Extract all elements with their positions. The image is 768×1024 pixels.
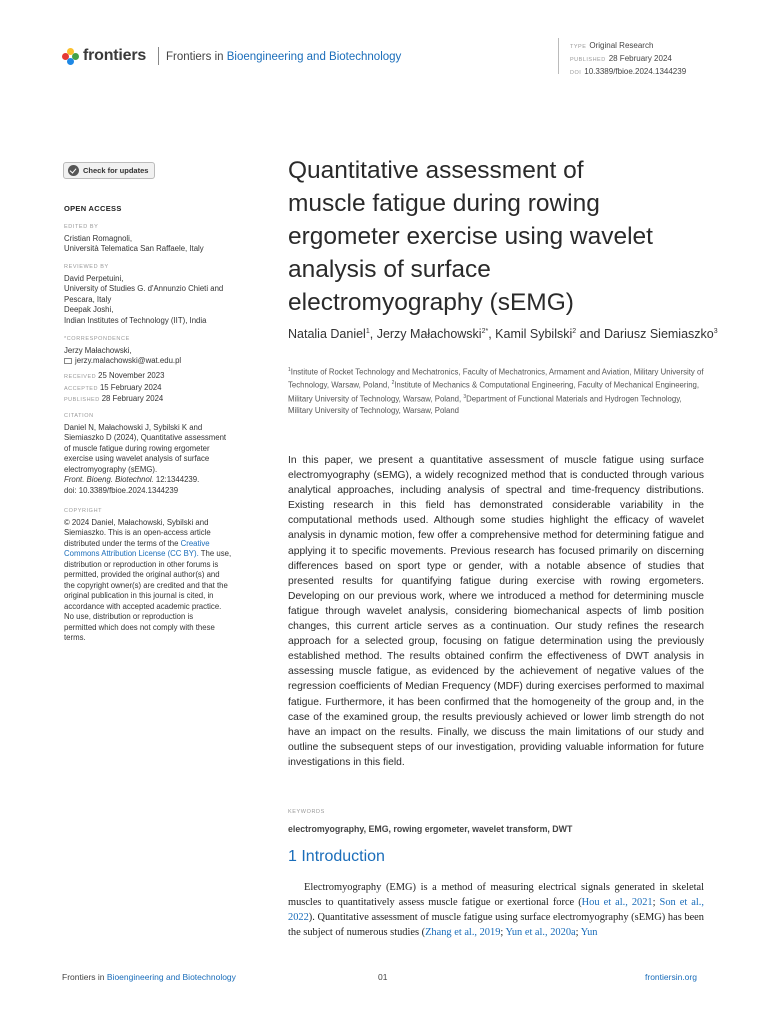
keywords-label: KEYWORDS <box>288 809 325 815</box>
reviewer-line: University of Studies G. d'Annunzio Chieti and <box>64 284 224 293</box>
doi-label: DOI <box>570 70 582 76</box>
published-value: 28 February 2024 <box>608 54 672 63</box>
author-separator: , <box>488 327 496 342</box>
keywords: electromyography, EMG, rowing ergometer, wavelet transform, DWT <box>288 824 573 834</box>
citation <box>64 411 264 496</box>
author-name[interactable]: Natalia Daniel <box>288 327 366 342</box>
open-access-label: OPEN ACCESS <box>64 204 122 213</box>
copyright-line: terms. <box>64 633 86 642</box>
doi-value[interactable]: 10.3389/fbioe.2024.1344239 <box>584 67 687 76</box>
author-separator: and <box>576 327 604 342</box>
check-updates-label: Check for updates <box>83 166 149 175</box>
editor-line: Università Telematica San Raffaele, Italy <box>64 244 204 253</box>
copyright-line: the copyright owner(s) are credited and that the <box>64 580 228 590</box>
article-title <box>288 154 728 319</box>
sidebar-published-value: 28 February 2024 <box>101 394 164 403</box>
citation-link[interactable]: Zhang et al., 2019 <box>425 927 501 938</box>
reviewed-by-label: REVIEWED BY <box>64 264 109 270</box>
accepted-label: ACCEPTED <box>64 385 98 392</box>
title-line: Quantitative assessment of <box>288 157 584 184</box>
affiliation-number: 3 <box>463 393 467 400</box>
citation-line: Daniel N, Małachowski J, Sybilski K and <box>64 422 203 432</box>
frontiers-logo[interactable] <box>62 47 146 65</box>
reviewer-line: David Perpetuini, <box>64 273 124 283</box>
footer-journal-name: Bioengineering and Biotechnology <box>106 972 236 982</box>
abstract: In this paper, we present a quantitative assessment of muscle fatigue using surface electromyography (sEMG), a widely recognized method that is conducted through various analytical approaches, including analysis of spectral and time-frequency distributions. Existing research in this field has demonstrated considerable variability in the computational methods used. Although some studies highlight the efficacy of wavelet analysis in dynamic motion, few offer a comprehensive method for determining fatigue and applying it to specific movements. Previous research has focused primarily on discerning differences based on sport type or gender, with a notable absence of studies that presented results for quantifying fatigue during exercise with rowing ergometers. Developing on our previous work, where we introduced a method for determining muscle fatigue through wavelet analysis, considering biomechanical aspects of limb position changes, this current article serves as a continuation. Our study refines the research approach for a selected group, focusing on fatigue determination using the previously established method. The results obtained confirm the effectiveness of DWT analysis in assessing muscle fatigue, as evidenced by the achievement of negative values of the regression coefficients of Median Frequency (MDF) during exercises performed to maximal fatigue. Furthermore, it has been confirmed that the homogeneity of the group and, in the case of the examined group, the results previously achieved or lower limb strength do not have an impact on the results. Finally, we discuss the main limitations of our study and outline the subsequent steps of our investigation, providing valuable information for future investigations in this field. <box>288 455 704 768</box>
author-affiliation-mark: 2* <box>481 328 489 335</box>
logo-text: frontiers <box>83 47 147 64</box>
author-name[interactable]: Kamil Sybilski <box>495 327 573 342</box>
author-affiliation-mark: 2 <box>572 328 577 335</box>
affiliation-number: 1 <box>288 367 291 373</box>
copyright-line: permitted which does not comply with these <box>64 622 215 632</box>
page-number: 01 <box>378 972 388 982</box>
copyright-line: permitted, provided the original author(s) and <box>64 570 220 579</box>
correspondence-label: *CORRESPONDENCE <box>64 336 130 342</box>
author-affiliation-mark: 3 <box>713 328 718 335</box>
citation-journal: Front. Bioeng. Biotechnol. <box>64 475 154 484</box>
copyright-line: distribution or reproduction in other forums is <box>64 559 219 569</box>
affiliation-text: Department of Functional Materials and Hydrogen Technology, Military University of Technology, Warsaw, Poland <box>288 394 682 416</box>
copyright-label: COPYRIGHT <box>64 508 103 514</box>
title-line: analysis of surface <box>288 256 491 283</box>
copyright-line: The use, <box>198 549 232 558</box>
title-line: ergometer exercise using wavelet <box>288 223 653 250</box>
section-heading: 1 Introduction <box>288 848 385 865</box>
footer-journal-prefix: Frontiers in <box>62 972 105 982</box>
copyright-line: No use, distribution or reproduction is <box>64 612 194 621</box>
journal-title[interactable] <box>166 51 401 63</box>
correspondence-email[interactable]: jerzy.malachowski@wat.edu.pl <box>75 356 182 365</box>
citation-doi[interactable]: doi: 10.3389/fbioe.2024.1344239 <box>64 485 179 495</box>
author-name[interactable]: Dariusz Siemiaszko <box>603 327 714 342</box>
intro-text: ; <box>500 927 506 938</box>
correspondence-name: Jerzy Małachowski, <box>64 345 132 355</box>
frontiers-logo-icon <box>62 48 79 65</box>
check-for-updates-button[interactable] <box>63 162 155 179</box>
type-label: TYPE <box>570 44 587 50</box>
copyright-line: © 2024 Daniel, Małachowski, Sybilski and <box>64 517 209 527</box>
copyright <box>64 506 264 644</box>
open-access <box>64 204 264 215</box>
intro-text: ). Quantitative assessment of muscle fatigue using surface electromyography (sEMG) has been the subject of numerous studies ( <box>288 912 704 938</box>
cc-license-link[interactable]: Creative <box>180 538 210 548</box>
cc-license-link[interactable]: Commons Attribution License (CC BY). <box>64 549 199 558</box>
title-line: electromyography (sEMG) <box>288 289 574 316</box>
reviewed-by <box>64 262 264 326</box>
copyright-line: original publication in this journal is cited, in <box>64 591 214 600</box>
received-label: RECEIVED <box>64 374 97 380</box>
footer-site-link[interactable]: frontiersin.org <box>645 972 697 982</box>
author-separator: , <box>369 327 377 342</box>
citation-label: CITATION <box>64 413 94 419</box>
citation-line: exercise using wavelet analysis of surface <box>64 454 210 463</box>
affiliations <box>288 365 708 417</box>
header-divider <box>158 47 159 65</box>
edited-by-label: EDITED BY <box>64 224 99 230</box>
affiliation-text: Institute of Rocket Technology and Mechatronics, Faculty of Mechatronics, Armament and Aviation, Military University of Technology, Warsaw, Poland, <box>288 367 704 390</box>
published-label: PUBLISHED <box>570 57 606 63</box>
reviewer-line: Deepak Joshi, <box>64 305 114 314</box>
mail-icon <box>64 358 72 364</box>
copyright-line: Siemiaszko. This is an open-access article <box>64 528 211 537</box>
author-list <box>288 322 718 344</box>
citation-link[interactable]: Yun <box>580 927 598 938</box>
introduction-paragraph <box>288 880 704 940</box>
type-value: Original Research <box>589 41 654 50</box>
citation-link[interactable]: Hou et al., 2021 <box>581 897 653 908</box>
sidebar-published-label: PUBLISHED <box>64 397 100 403</box>
citation-line: Siemiaszko D (2024), Quantitative assessment <box>64 433 227 442</box>
accepted-value: 15 February 2024 <box>99 382 162 392</box>
correspondence <box>64 334 264 367</box>
intro-text: ; <box>575 927 581 938</box>
citation-link[interactable]: Yun et al., 2020a <box>505 927 576 938</box>
footer-journal[interactable] <box>62 972 236 982</box>
edited-by <box>64 222 264 255</box>
editor-line: Cristian Romagnoli, <box>64 233 133 243</box>
reviewer-line: Indian Institutes of Technology (IIT), India <box>64 315 207 325</box>
title-line: muscle fatigue during rowing <box>288 190 600 217</box>
journal-name: Bioengineering and Biotechnology <box>226 51 402 63</box>
intro-text: ; <box>652 897 660 908</box>
reviewer-line: Pescara, Italy <box>64 294 112 304</box>
citation-volume: 12:1344239. <box>153 475 200 484</box>
author-name[interactable]: Jerzy Małachowski <box>376 327 482 342</box>
affiliation-number: 2 <box>391 380 395 387</box>
copyright-line: accordance with accepted academic practice. <box>64 601 222 611</box>
received-value: 25 November 2023 <box>98 371 165 380</box>
intro-text: Electromyography (EMG) is a method of measuring electrical signals generated in skeletal muscles to quantitatively assess muscle fatigue or exertional force ( <box>288 882 704 908</box>
article-dates <box>64 371 264 406</box>
citation-link[interactable]: Son et al., 2022 <box>288 897 704 923</box>
copyright-line: distributed under the terms of the <box>64 538 179 548</box>
article-meta <box>570 40 686 79</box>
check-updates-icon <box>68 165 79 176</box>
author-affiliation-mark: 1 <box>365 328 370 335</box>
citation-line: electromyography (sEMG). <box>64 464 158 474</box>
affiliation-text: Institute of Mechanics & Computational Engineering, Faculty of Mechanical Engineering, Military University of Technology, Warsaw, Poland, <box>288 380 700 404</box>
citation-line: of muscle fatigue during rowing ergometer <box>64 443 210 453</box>
meta-divider <box>558 38 559 74</box>
journal-prefix: Frontiers in <box>166 51 224 63</box>
